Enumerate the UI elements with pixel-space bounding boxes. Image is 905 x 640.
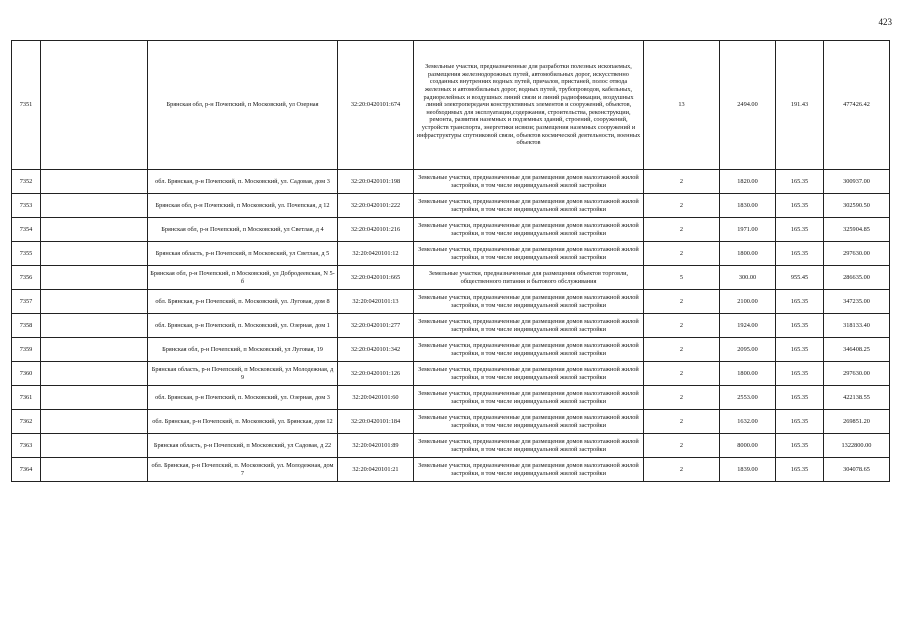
table-row xyxy=(12,170,890,194)
address-cell: Брянская область, р-н Почепский, п Московский, ул Молодежная, д 9 xyxy=(148,362,338,386)
specific-value-cell: 165.35 xyxy=(776,410,824,434)
area-cell: 2100.00 xyxy=(720,290,776,314)
cadastral-value-cell: 304078.65 xyxy=(824,458,890,482)
cadastral-number-cell: 32:20:0420101:21 xyxy=(338,458,414,482)
table-row xyxy=(12,194,890,218)
land-use-cell: Земельные участки, предназначенные для разработки полезных ископаемых, размещения железнодорожных путей, автомобильных дорог, искусственно созданных внутренних водных путей, причалов, пристаней, полос отвода железных и автомобильных дорог, водных путей, трубопроводов, кабельных, радиорелейных и воздушных линий связи и линий радиофикации, воздушных линий электропередачи конструктивных элементов и сооружений, объектов, необходимых для эксплуатации,содержания, строительства, реконструкции, ремонта, развития наземных и подземных зданий, строений, сооружений, устройств транспорта, энергетики исвязи; размещения наземных сооружений и инфраструктуры спутниковой связи, объектов космической деятельности, военных объектов xyxy=(414,41,644,170)
row-number: 7359 xyxy=(12,338,41,362)
cadastral-number-cell: 32:20:0420101:665 xyxy=(338,266,414,290)
area-cell: 1800.00 xyxy=(720,242,776,266)
cadastral-value-cell: 422138.55 xyxy=(824,386,890,410)
address-cell: обл. Брянская, р-н Почепский, п. Московский, ул. Молодежная, дом 7 xyxy=(148,458,338,482)
address-cell: Брянская область, р-н Почепский, п Московский, ул Садовая, д 22 xyxy=(148,434,338,458)
land-use-cell: Земельные участки, предназначенные для размещения домов малоэтажной жилой застройки, в том числе индивидуальной жилой застройки xyxy=(414,458,644,482)
cadastral-number-cell: 32:20:0420101:126 xyxy=(338,362,414,386)
row-number: 7351 xyxy=(12,41,41,170)
area-cell: 1839.00 xyxy=(720,458,776,482)
table-row xyxy=(12,290,890,314)
address-cell: Брянская обл, р-н Почепский, п Московский, ул Добродеевская, N 5-б xyxy=(148,266,338,290)
cadastral-value-cell: 325904.85 xyxy=(824,218,890,242)
area-cell: 1971.00 xyxy=(720,218,776,242)
row-number: 7363 xyxy=(12,434,41,458)
page-number: 423 xyxy=(878,17,892,27)
empty-cell xyxy=(41,386,148,410)
address-cell: Брянская обл, р-н Почепский, п Московский, ул Светлая, д 4 xyxy=(148,218,338,242)
empty-cell xyxy=(41,362,148,386)
cadastral-value-cell: 302590.50 xyxy=(824,194,890,218)
address-cell: обл. Брянская, р-н Почепский, п. Московский, ул. Луговая, дом 8 xyxy=(148,290,338,314)
table-row xyxy=(12,362,890,386)
group-number-cell: 2 xyxy=(644,410,720,434)
table-row xyxy=(12,41,890,170)
row-number: 7353 xyxy=(12,194,41,218)
table-row xyxy=(12,434,890,458)
address-cell: Брянская обл, р-н Почепский, п Московский, ул Луговая, 19 xyxy=(148,338,338,362)
area-cell: 2553.00 xyxy=(720,386,776,410)
cadastral-number-cell: 32:20:0420101:216 xyxy=(338,218,414,242)
cadastral-value-cell: 318133.40 xyxy=(824,314,890,338)
cadastral-value-cell: 477426.42 xyxy=(824,41,890,170)
area-cell: 2494.00 xyxy=(720,41,776,170)
table-row xyxy=(12,410,890,434)
land-use-cell: Земельные участки, предназначенные для размещения домов малоэтажной жилой застройки, в том числе индивидуальной жилой застройки xyxy=(414,314,644,338)
empty-cell xyxy=(41,266,148,290)
specific-value-cell: 191.43 xyxy=(776,41,824,170)
area-cell: 1632.00 xyxy=(720,410,776,434)
empty-cell xyxy=(41,458,148,482)
empty-cell xyxy=(41,194,148,218)
specific-value-cell: 165.35 xyxy=(776,218,824,242)
area-cell: 300.00 xyxy=(720,266,776,290)
group-number-cell: 2 xyxy=(644,242,720,266)
land-use-cell: Земельные участки, предназначенные для размещения домов малоэтажной жилой застройки, в том числе индивидуальной жилой застройки xyxy=(414,242,644,266)
specific-value-cell: 165.35 xyxy=(776,242,824,266)
cadastral-value-cell: 347235.00 xyxy=(824,290,890,314)
table-row xyxy=(12,458,890,482)
table-row xyxy=(12,314,890,338)
group-number-cell: 2 xyxy=(644,218,720,242)
specific-value-cell: 165.35 xyxy=(776,362,824,386)
group-number-cell: 5 xyxy=(644,266,720,290)
cadastral-value-cell: 297630.00 xyxy=(824,242,890,266)
table-row xyxy=(12,218,890,242)
land-use-cell: Земельные участки, предназначенные для размещения домов малоэтажной жилой застройки, в том числе индивидуальной жилой застройки xyxy=(414,410,644,434)
address-cell: Брянская обл, р-н Почепский, п Московский, ул Озерная xyxy=(148,41,338,170)
group-number-cell: 2 xyxy=(644,458,720,482)
cadastral-number-cell: 32:20:0420101:12 xyxy=(338,242,414,266)
cadastral-number-cell: 32:20:0420101:60 xyxy=(338,386,414,410)
area-cell: 1800.00 xyxy=(720,362,776,386)
cadastral-value-cell: 269851.20 xyxy=(824,410,890,434)
specific-value-cell: 165.35 xyxy=(776,314,824,338)
group-number-cell: 13 xyxy=(644,41,720,170)
table-row xyxy=(12,242,890,266)
row-number: 7358 xyxy=(12,314,41,338)
area-cell: 1820.00 xyxy=(720,170,776,194)
cadastral-value-cell: 346408.25 xyxy=(824,338,890,362)
group-number-cell: 2 xyxy=(644,434,720,458)
empty-cell xyxy=(41,338,148,362)
land-use-cell: Земельные участки, предназначенные для размещения домов малоэтажной жилой застройки, в том числе индивидуальной жилой застройки xyxy=(414,338,644,362)
land-use-cell: Земельные участки, предназначенные для размещения домов малоэтажной жилой застройки, в том числе индивидуальной жилой застройки xyxy=(414,290,644,314)
cadastral-number-cell: 32:20:0420101:222 xyxy=(338,194,414,218)
row-number: 7362 xyxy=(12,410,41,434)
table-row xyxy=(12,266,890,290)
row-number: 7364 xyxy=(12,458,41,482)
row-number: 7357 xyxy=(12,290,41,314)
land-use-cell: Земельные участки, предназначенные для размещения домов малоэтажной жилой застройки, в том числе индивидуальной жилой застройки xyxy=(414,434,644,458)
cadastral-value-cell: 286635.00 xyxy=(824,266,890,290)
address-cell: обл. Брянская, р-н Почепский, п. Московский, ул. Брянская, дом 12 xyxy=(148,410,338,434)
table-row xyxy=(12,386,890,410)
empty-cell xyxy=(41,434,148,458)
specific-value-cell: 165.35 xyxy=(776,290,824,314)
land-registry-table xyxy=(11,40,890,482)
specific-value-cell: 165.35 xyxy=(776,434,824,458)
address-cell: Брянская область, р-н Почепский, п Московский, ул Светлая, д 5 xyxy=(148,242,338,266)
address-cell: обл. Брянская, р-н Почепский, п. Московский, ул. Озерная, дом 3 xyxy=(148,386,338,410)
land-use-cell: Земельные участки, предназначенные для размещения домов малоэтажной жилой застройки, в том числе индивидуальной жилой застройки xyxy=(414,386,644,410)
cadastral-number-cell: 32:20:0420101:184 xyxy=(338,410,414,434)
area-cell: 8000.00 xyxy=(720,434,776,458)
land-use-cell: Земельные участки, предназначенные для размещения домов малоэтажной жилой застройки, в том числе индивидуальной жилой застройки xyxy=(414,362,644,386)
group-number-cell: 2 xyxy=(644,338,720,362)
area-cell: 1830.00 xyxy=(720,194,776,218)
group-number-cell: 2 xyxy=(644,362,720,386)
table-body xyxy=(12,41,890,482)
specific-value-cell: 955.45 xyxy=(776,266,824,290)
empty-cell xyxy=(41,41,148,170)
row-number: 7355 xyxy=(12,242,41,266)
group-number-cell: 2 xyxy=(644,170,720,194)
group-number-cell: 2 xyxy=(644,386,720,410)
specific-value-cell: 165.35 xyxy=(776,338,824,362)
area-cell: 2095.00 xyxy=(720,338,776,362)
group-number-cell: 2 xyxy=(644,194,720,218)
cadastral-number-cell: 32:20:0420101:277 xyxy=(338,314,414,338)
cadastral-number-cell: 32:20:0420101:198 xyxy=(338,170,414,194)
address-cell: Брянская обл, р-н Почепский, п Московский, ул. Почепская, д 12 xyxy=(148,194,338,218)
row-number: 7352 xyxy=(12,170,41,194)
row-number: 7354 xyxy=(12,218,41,242)
cadastral-number-cell: 32:20:0420101:89 xyxy=(338,434,414,458)
empty-cell xyxy=(41,242,148,266)
empty-cell xyxy=(41,218,148,242)
specific-value-cell: 165.35 xyxy=(776,170,824,194)
empty-cell xyxy=(41,314,148,338)
land-use-cell: Земельные участки, предназначенные для размещения объектов торговли, общественного питания и бытового обслуживания xyxy=(414,266,644,290)
empty-cell xyxy=(41,410,148,434)
specific-value-cell: 165.35 xyxy=(776,386,824,410)
empty-cell xyxy=(41,290,148,314)
table-row xyxy=(12,338,890,362)
cadastral-value-cell: 297630.00 xyxy=(824,362,890,386)
land-use-cell: Земельные участки, предназначенные для размещения домов малоэтажной жилой застройки, в том числе индивидуальной жилой застройки xyxy=(414,218,644,242)
cadastral-value-cell: 300937.00 xyxy=(824,170,890,194)
land-use-cell: Земельные участки, предназначенные для размещения домов малоэтажной жилой застройки, в том числе индивидуальной жилой застройки xyxy=(414,170,644,194)
area-cell: 1924.00 xyxy=(720,314,776,338)
empty-cell xyxy=(41,170,148,194)
specific-value-cell: 165.35 xyxy=(776,458,824,482)
row-number: 7361 xyxy=(12,386,41,410)
cadastral-number-cell: 32:20:0420101:674 xyxy=(338,41,414,170)
row-number: 7360 xyxy=(12,362,41,386)
cadastral-value-cell: 1322800.00 xyxy=(824,434,890,458)
group-number-cell: 2 xyxy=(644,290,720,314)
specific-value-cell: 165.35 xyxy=(776,194,824,218)
land-use-cell: Земельные участки, предназначенные для размещения домов малоэтажной жилой застройки, в том числе индивидуальной жилой застройки xyxy=(414,194,644,218)
row-number: 7356 xyxy=(12,266,41,290)
address-cell: обл. Брянская, р-н Почепский, п. Московский, ул. Озерная, дом 1 xyxy=(148,314,338,338)
cadastral-number-cell: 32:20:0420101:13 xyxy=(338,290,414,314)
cadastral-number-cell: 32:20:0420101:342 xyxy=(338,338,414,362)
group-number-cell: 2 xyxy=(644,314,720,338)
address-cell: обл. Брянская, р-н Почепский, п. Московский, ул. Садовая, дом 3 xyxy=(148,170,338,194)
